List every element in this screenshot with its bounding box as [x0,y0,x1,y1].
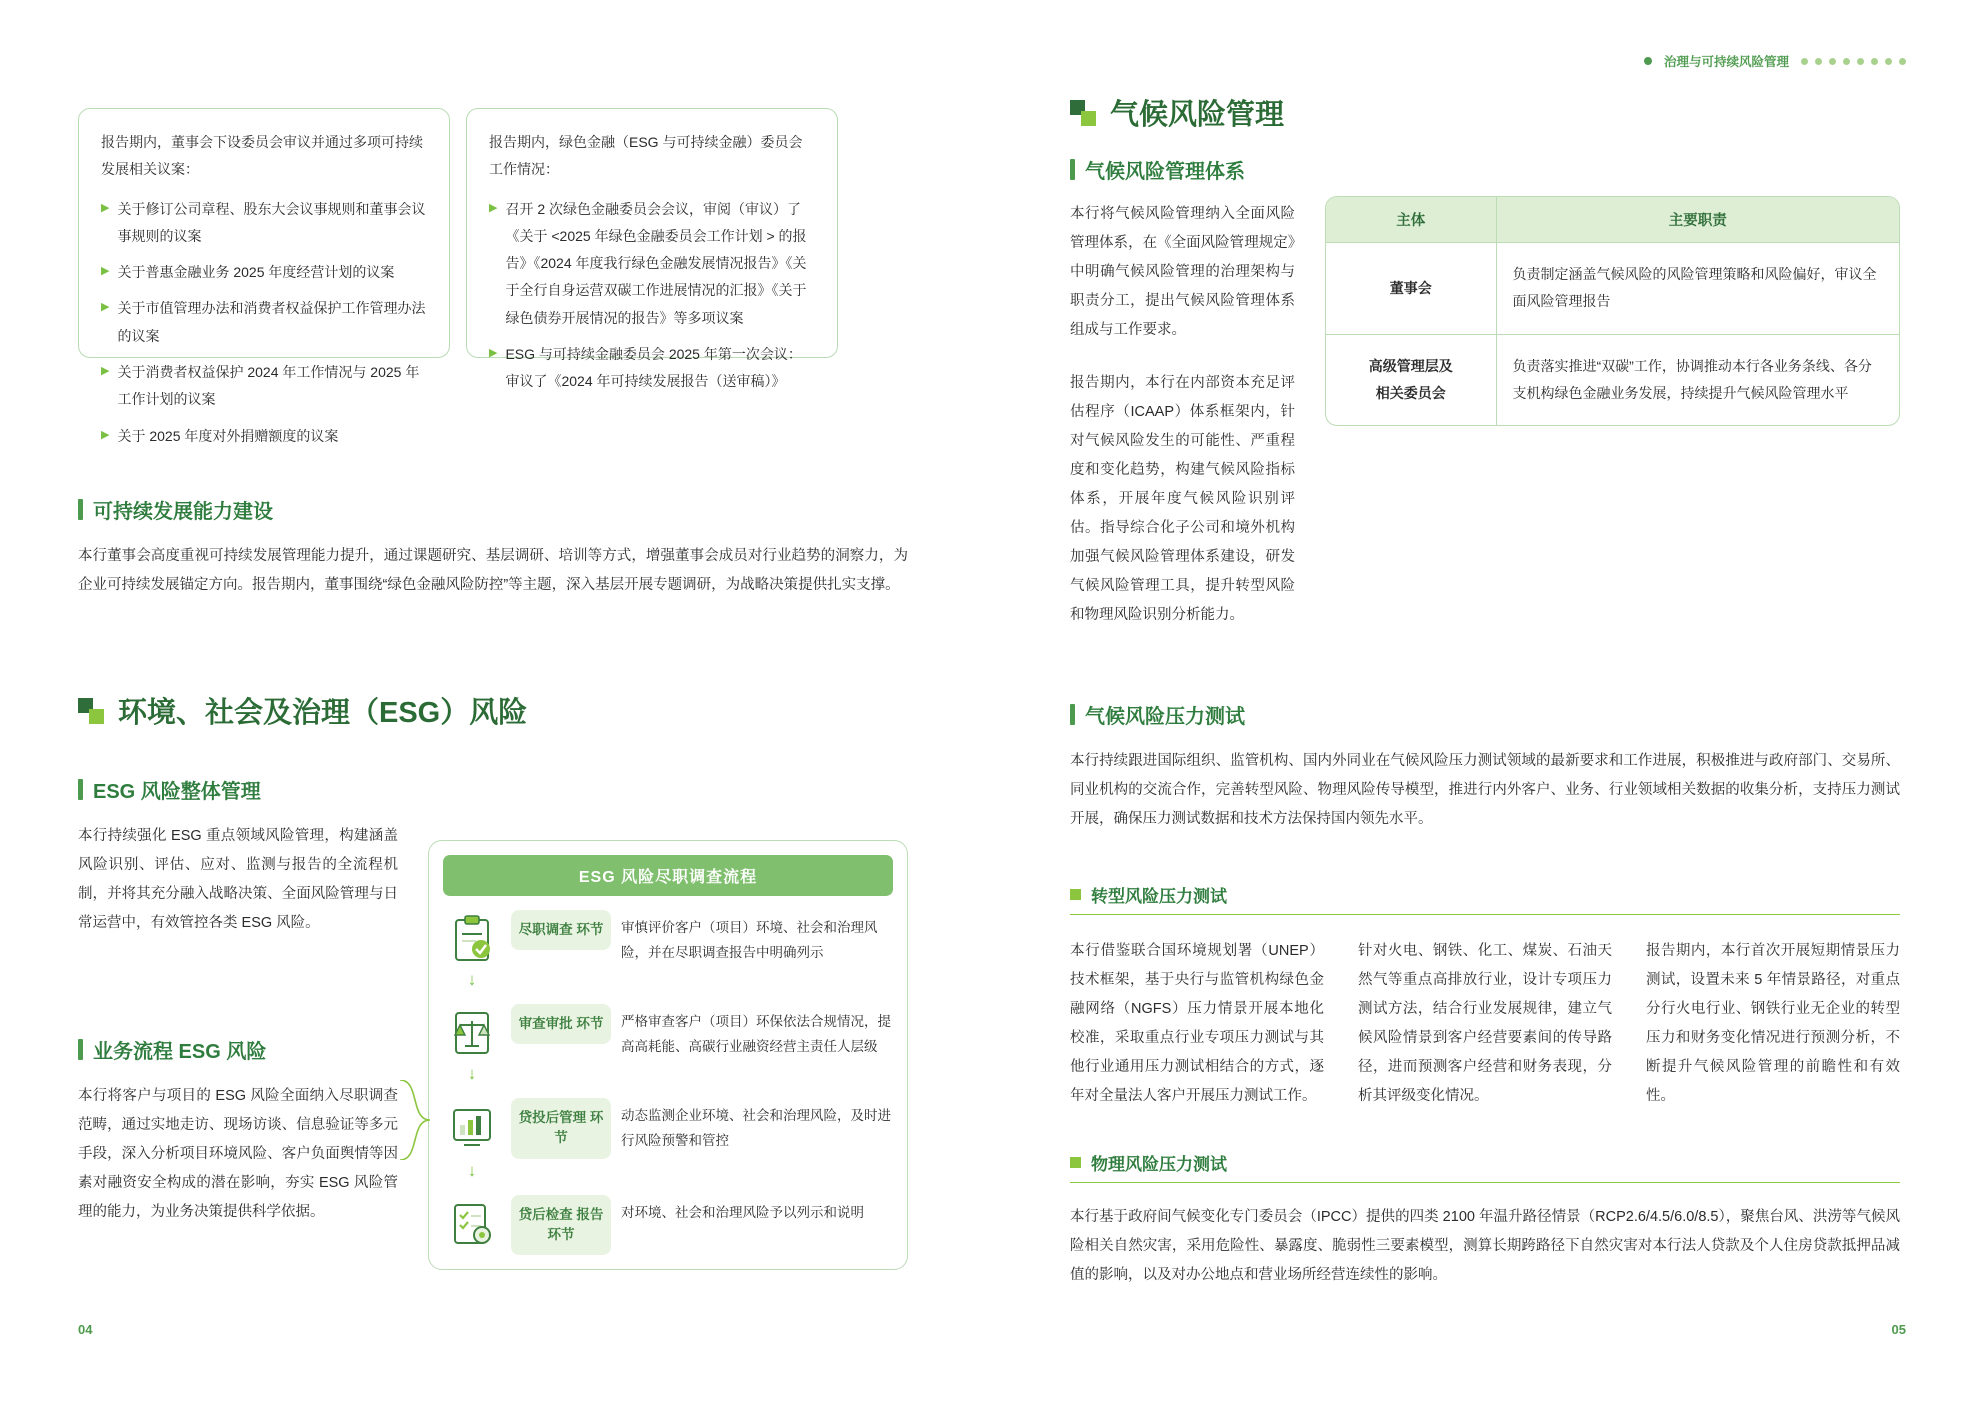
running-header-text: 治理与可持续风险管理 [1663,55,1789,69]
square-bullet-icon [1070,889,1081,900]
flow-step [443,1098,893,1159]
triangle-bullet-icon: ▶ [101,301,110,314]
list-item [101,259,427,286]
esg-section-title-text: 环境、社会及治理（ESG）风险 [118,697,528,729]
triangle-bullet-icon: ▶ [101,365,110,378]
box2-lead: 报告期内，绿色金融（ESG 与可持续金融）委员会工作情况： [489,134,803,178]
heading-bar-icon [78,499,83,520]
table-cell-subject: 高级管理层及 相关委员会 [1326,334,1496,425]
list-item [101,295,427,350]
header-dot-icon [1644,57,1652,65]
flow-step [443,1004,893,1062]
flow-step [443,1195,893,1256]
climate-system-heading-wrap [1070,155,1900,184]
table-header-cell: 主体 [1326,197,1496,243]
double-square-icon [1070,100,1096,126]
connector-bracket [398,1080,432,1160]
physical-risk-heading-text: 物理风险压力测试 [1091,1155,1227,1174]
triangle-bullet-icon: ▶ [489,347,498,360]
stress-test-block [1070,700,1900,834]
flow-step-label [511,1098,611,1159]
capacity-body: 本行董事会高度重视可持续发展管理能力提升，通过课题研究、基层调研、培训等方式，增强董事会成员对行业趋势的洞察力，为企业可持续发展锚定方向。报告期内，董事围绕“绿色金融风险防控”等主题，深入基层开展专题调研，为战略决策提供扎实支撑。 [78,548,908,593]
esg-process-heading [78,1035,398,1064]
table-header-cell: 主要职责 [1496,197,1899,243]
climate-system-text [1070,200,1295,630]
esg-due-diligence-flow-card [428,840,908,1270]
flow-step [443,910,893,968]
list-item-text: 关于 2025 年度对外捐赠额度的议案 [117,427,339,444]
heading-bar-icon [78,779,83,800]
list-item-text: ESG 与可持续金融委员会 2025 年第一次会议：审议了《2024 年可持续发展报告（送审稿）》 [505,346,802,390]
balance-scale-icon [443,1004,501,1062]
table-cell-subject: 董事会 [1326,243,1496,335]
list-item [101,359,427,414]
right-page [992,0,1984,1403]
climate-system-heading [1070,155,1900,184]
board-resolutions-box [78,108,450,444]
heading-bar-icon [1070,159,1075,180]
climate-system-p2: 报告期内，本行在内部资本充足评估程序（ICAAP）体系框架内，针对气候风险发生的可能性、严重程度和变化趋势，构建气候风险指标体系，开展年度气候风险识别评估。指导综合化子公司和境外机构加强气候风险管理体系建设，研发气候风险管理工具，提升转型风险和物理风险识别分析能力。 [1070,375,1295,623]
box1-lead: 报告期内，董事会下设委员会审议并通过多项可持续发展相关议案： [101,134,423,178]
list-item-text: 关于消费者权益保护 2024 年工作情况与 2025 年工作计划的议案 [117,364,420,408]
flow-step-label-text: 贷投后管理 环节 [518,1110,604,1146]
transition-risk-heading-text: 转型风险压力测试 [1091,887,1227,906]
page-number-right: 05 [1891,1322,1906,1337]
down-arrow-icon: ↓ [467,1064,477,1083]
transition-risk-block [1070,882,1900,1111]
flow-card-title: ESG 风险尽职调查流程 [443,855,893,896]
table-row [1326,334,1899,425]
physical-risk-body: 本行基于政府间气候变化专门委员会（IPCC）提供的四类 2100 年温升路径情景（RCP2.6/4.5/6.0/8.5），聚焦台风、洪涝等气候风险相关自然灾害，采用危险性、暴露度、脆弱性三要素模型，测算长期跨路径下自然灾害对本行法人贷款及个人住房贷款抵押品减值的影响，以及对办公地点和营业场所经营连续性的影响。 [1070,1209,1900,1283]
capacity-heading-text: 可持续发展能力建设 [93,501,273,523]
triangle-bullet-icon: ▶ [101,428,110,441]
list-item [101,423,427,450]
table-header-row [1326,197,1899,243]
running-header [1644,52,1906,70]
flow-step-label [511,910,611,950]
climate-section-title [1070,92,1284,133]
header-dots [1801,58,1906,65]
flow-step-label-text: 尽职调查 环节 [518,922,604,937]
table-cell-duty: 负责落实推进“双碳”工作，协调推动本行各业务条线、各分支机构绿色金融业务发展，持续提升气候风险管理水平 [1496,334,1899,425]
physical-risk-heading [1070,1150,1900,1183]
clipboard-check-icon [443,910,501,968]
chart-monitor-icon [443,1098,501,1156]
down-arrow-icon: ↓ [467,970,477,989]
flow-step-text: 严格审查客户（项目）环保依法合规情况，提高高耗能、高碳行业融资经营主责任人层级 [621,1014,891,1054]
triangle-bullet-icon: ▶ [101,201,110,214]
table-cell-duty: 负责制定涵盖气候风险的风险管理策略和风险偏好，审议全面风险管理报告 [1496,243,1899,335]
esg-process-heading-text: 业务流程 ESG 风险 [93,1041,267,1063]
list-item-text: 关于普惠金融业务 2025 年度经营计划的议案 [117,264,395,281]
flow-step-label-text: 审查审批 环节 [518,1016,604,1031]
list-item-text: 召开 2 次绿色金融委员会会议，审阅（审议）了《关于 <2025 年绿色金融委员会工作计划 > 的报告》《2024 年度我行绿色金融发展情况报告》《关于全行自身运营双碳工作进展情况的汇报》《关于绿色债券开展情况的报告》等多项议案 [505,200,807,326]
list-item-text: 关于修订公司章程、股东大会议事规则和董事会议事规则的议案 [117,200,426,244]
down-arrow-icon: ↓ [467,1160,477,1180]
physical-risk-block [1070,1150,1900,1290]
climate-system-heading-text: 气候风险管理体系 [1085,161,1245,183]
heading-bar-icon [78,1039,83,1060]
transition-col-1: 本行借鉴联合国环境规划署（UNEP）技术框架，基于央行与监管机构绿色金融网络（NGFS）压力情景开展本地化校准，采取重点行业专项压力测试与其他行业通用压力测试相结合的方式，逐年对全量法人客户开展压力测试工作。 [1070,943,1324,1104]
list-item-text: 关于市值管理办法和消费者权益保护工作管理办法的议案 [117,300,426,344]
stress-test-heading [1070,700,1900,729]
flow-step-label [511,1004,611,1044]
transition-col-3: 报告期内，本行首次开展短期情景压力测试，设置未来 5 年情景路径，对重点分行火电行业、钢铁行业无企业的转型压力和财务变化情况进行预测分析，不断提升气候风险管理的前瞻性和有效性。 [1646,943,1900,1104]
capacity-building-block [78,495,908,600]
flow-step-text: 对环境、社会和治理风险予以列示和说明 [621,1204,864,1220]
esg-process-block [78,1035,398,1227]
flow-step-label [511,1195,611,1256]
esg-overall-heading-text: ESG 风险整体管理 [93,781,261,803]
green-finance-committee-box [466,108,838,390]
square-bullet-icon [1070,1157,1081,1168]
esg-section-title [78,690,527,731]
heading-bar-icon [1070,704,1075,725]
list-item [489,196,815,332]
esg-process-body: 本行将客户与项目的 ESG 风险全面纳入尽职调查范畴，通过实地走访、现场访谈、信息验证等多元手段，深入分析项目环境风险、客户负面舆情等因素对融资安全构成的潜在影响，夯实 ESG 风险管理的能力，为业务决策提供科学依据。 [78,1088,398,1220]
flow-step-text: 动态监测企业环境、社会和治理风险，及时进行风险预警和管控 [621,1108,891,1148]
double-square-icon [78,698,104,724]
climate-system-p1: 本行将气候风险管理纳入全面风险管理体系，在《全面风险管理规定》中明确气候风险管理的治理架构与职责分工，提出气候风险管理体系组成与工作要求。 [1070,206,1295,338]
table-row [1326,243,1899,335]
esg-overall-block [78,775,398,938]
list-item [101,196,427,251]
flow-step-text: 审慎评价客户（项目）环境、社会和治理风险，并在尽职调查报告中明确列示 [621,920,878,960]
transition-col-2: 针对火电、钢铁、化工、煤炭、石油天然气等重点高排放行业，设计专项压力测试方法，结合行业发展规律，建立气候风险情景到客户经营要素间的传导路径，进而预测客户经营和财务表现，分析其评级变化情况。 [1358,943,1612,1104]
climate-section-title-text: 气候风险管理 [1110,99,1285,131]
flow-step-label-text: 贷后检查 报告环节 [518,1206,604,1242]
triangle-bullet-icon: ▶ [489,201,498,214]
checklist-gear-icon [443,1195,501,1253]
climate-duty-table [1325,196,1900,426]
stress-test-heading-text: 气候风险压力测试 [1085,706,1245,728]
stress-test-body: 本行持续跟进国际组织、监管机构、国内外同业在气候风险压力测试领域的最新要求和工作进展，积极推进与政府部门、交易所、同业机构的交流合作，完善转型风险、物理风险传导模型，推进行内外客户、业务、行业领域相关数据的收集分析，支持压力测试开展，确保压力测试数据和技术方法保持国内领先水平。 [1070,753,1900,827]
transition-risk-columns [1070,937,1900,1111]
transition-risk-heading [1070,882,1900,915]
page-number-left: 04 [78,1322,93,1337]
triangle-bullet-icon: ▶ [101,265,110,278]
esg-overall-body: 本行持续强化 ESG 重点领域风险管理，构建涵盖风险识别、评估、应对、监测与报告的全流程机制，并将其充分融入战略决策、全面风险管理与日常运营中，有效管控各类 ESG 风险。 [78,828,398,931]
capacity-heading [78,495,908,524]
esg-overall-heading [78,775,398,804]
list-item [489,341,815,396]
